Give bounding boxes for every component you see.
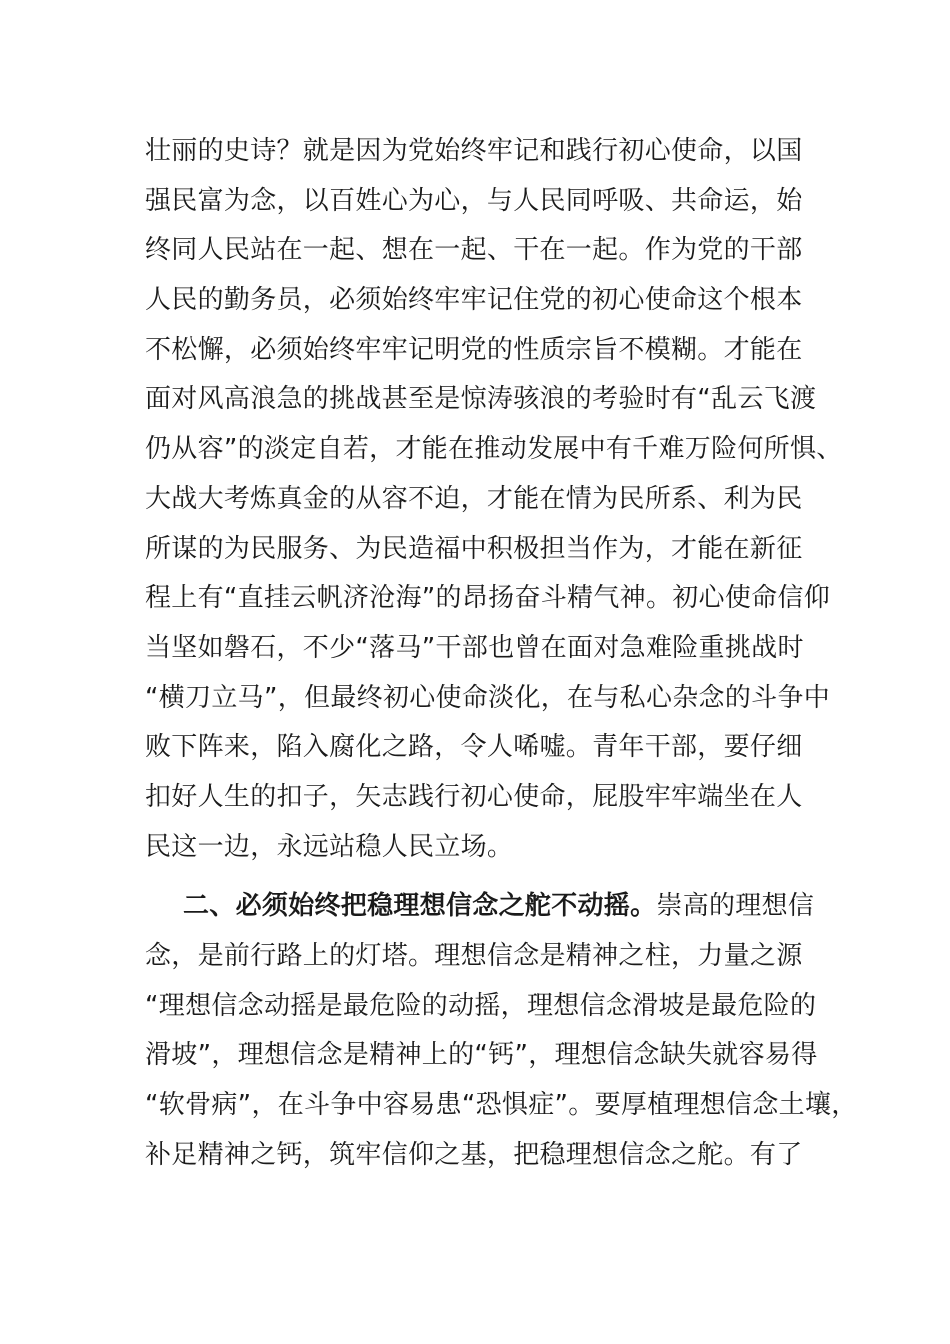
- text-line: 败下阵来，陷入腐化之路，令人唏嘘。青年干部，要仔细: [145, 732, 803, 763]
- text-line: 所谋的为民服务、为民造福中积极担当作为，才能在新征: [145, 533, 803, 564]
- text-line: 当坚如磐石，不少“落马”干部也曾在面对急难险重挑战时: [145, 632, 804, 663]
- text-line: 不松懈，必须始终牢牢记明党的性质宗旨不模糊。才能在: [145, 334, 803, 365]
- paragraph-1: [145, 127, 845, 872]
- body-text: [145, 127, 858, 1180]
- text-line: 强民富为念，以百姓心为心，与人民同呼吸、共命运，始: [145, 185, 803, 216]
- text-line: “横刀立马”，但最终初心使命淡化，在与私心杂念的斗争中: [145, 682, 831, 713]
- paragraph-2: [145, 882, 858, 1180]
- text-line: 念，是前行路上的灯塔。理想信念是精神之柱，力量之源: [145, 941, 803, 971]
- text-line: 扣好人生的扣子，矢志践行初心使命，屁股牢牢端坐在人: [145, 781, 803, 812]
- text-line: 壮丽的史诗？就是因为党始终牢记和践行初心使命，以国: [145, 136, 803, 166]
- section-heading: 二、必须始终把稳理想信念之舵不动摇。: [183, 891, 657, 922]
- paragraph-gap: [145, 872, 845, 882]
- text-line: 大战大考炼真金的从容不迫，才能在情为民所系、利为民: [145, 483, 803, 514]
- text-line: “软骨病”，在斗争中容易患“恐惧症”。要厚植理想信念土壤，: [145, 1090, 858, 1121]
- text-line: 仍从容”的淡定自若，才能在推动发展中有千难万险何所惧、: [145, 434, 843, 465]
- text-line: 补足精神之钙，筑牢信仰之基，把稳理想信念之舵。有了: [145, 1139, 803, 1170]
- text-line: [145, 882, 845, 932]
- text-line: 面对风高浪急的挑战甚至是惊涛骇浪的考验时有“乱云飞渡: [145, 384, 817, 415]
- text-line: 终同人民站在一起、想在一起、干在一起。作为党的干部: [145, 235, 803, 266]
- text-line: 人民的勤务员，必须始终牢牢记住党的初心使命这个根本: [145, 285, 803, 316]
- text-line: 滑坡”，理想信念是精神上的“钙”，理想信念缺失就容易得: [145, 1040, 818, 1071]
- text-line: 程上有“直挂云帆济沧海”的昂扬奋斗精气神。初心使命信仰: [145, 583, 831, 614]
- text-line: 民这一边，永远站稳人民立场。: [145, 831, 514, 862]
- text-line: “理想信念动摇是最危险的动摇，理想信念滑坡是最危险的: [145, 990, 817, 1021]
- heading-continuation: 崇高的理想信: [656, 891, 815, 922]
